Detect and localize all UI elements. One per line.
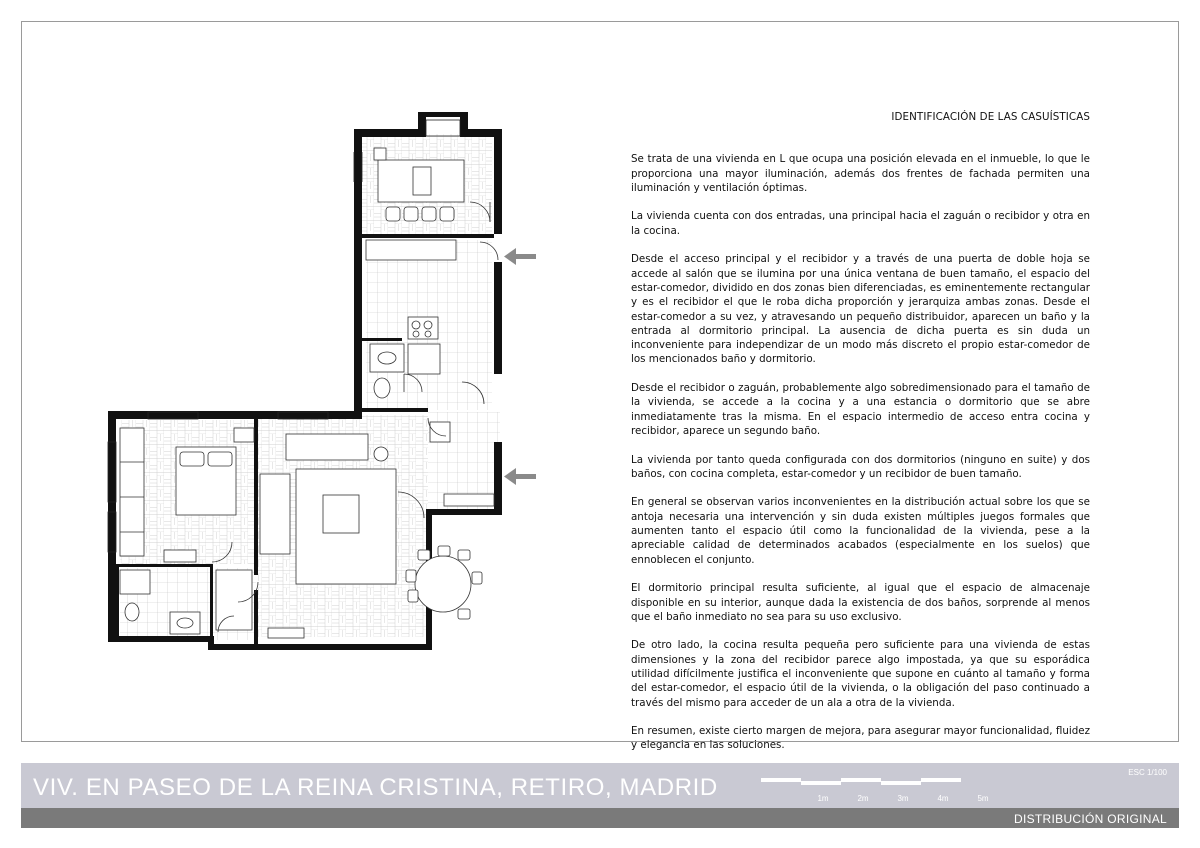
scale-tick-2m: 2m — [857, 794, 869, 803]
floor-plan — [108, 112, 518, 656]
paragraph-6: En general se observan varios inconvenientes en la distribución actual sobre los que se antoja necesaria una intervención y sin duda existen múltiples juegos formales que aumenten tanto el espacio útil como la funcionalidad de la vivienda, pese a la apreciable calidad de determinados acabados (especialmente en los suelos) que ennoblecen el conjunto. — [631, 496, 1090, 566]
project-title: VIV. EN PASEO DE LA REINA CRISTINA, RETIRO, MADRID — [33, 774, 718, 801]
description-panel — [631, 110, 1090, 767]
paragraph-7: El dormitorio principal resulta suficiente, al igual que el espacio de almacenaje disponible en su interior, aunque dada la existencia de dos baños, sorprende al menos que el baño inmediato no sea para su uso exclusivo. — [631, 582, 1090, 623]
paragraph-9: En resumen, existe cierto margen de mejora, para asegurar mayor funcionalidad, fluidez y elegancia en las soluciones. — [631, 725, 1090, 752]
paragraph-1: Se trata de una vivienda en L que ocupa una posición elevada en el inmueble, lo que le proporciona una mayor iluminación, además dos frentes de fachada permiten una iluminación y ventilación óptimas. — [631, 153, 1090, 194]
paragraph-3: Desde el acceso principal y el recibidor y a través de una puerta de doble hoja se accede al salón que se ilumina por una única ventana de buen tamaño, el espacio del estar-comedor, dividido en dos zonas bien diferenciadas, es eminentemente rectangular y es el recibidor el que le roba dicha proporción y jerarquiza ambas zonas. Desde el estar-comedor a su vez, y atravesando un pequeño distribuidor, aparecen un baño y la entrada al dormitorio principal. La ausencia de dicha puerta es sin duda un inconveniente para independizar de un modo más discreto el propio estar-comedor de los mencionados baño y dormitorio. — [631, 253, 1090, 366]
paragraph-5: La vivienda por tanto queda configurada con dos dormitorios (ninguno en suite) y dos baños, con cocina completa, estar-comedor y un recibidor de buen tamaño. — [631, 453, 1090, 480]
title-band — [21, 763, 1179, 808]
scale-tick-3m: 3m — [897, 794, 909, 803]
scale-bar-segments — [761, 778, 961, 785]
section-heading: IDENTIFICACIÓN DE LAS CASUÍSTICAS — [891, 111, 1090, 123]
sheet-label: DISTRIBUCIÓN ORIGINAL — [1014, 812, 1167, 826]
scale-label: ESC 1/100 — [1128, 768, 1167, 777]
paragraph-4: Desde el recibidor o zaguán, probablemente algo sobredimensionado para el tamaño de la vivienda, se accede a la cocina y a una estancia o dormitorio que se abre inmediatamente tras la misma. En el espacio intermedio de acceso entra cocina y recibidor, aparece un segundo baño. — [631, 382, 1090, 437]
sheet-bar — [21, 808, 1179, 828]
scale-tick-4m: 4m — [937, 794, 949, 803]
scale-tick-1m: 1m — [817, 794, 829, 803]
paragraph-2: La vivienda cuenta con dos entradas, una principal hacia el zaguán o recibidor y otra en la cocina. — [631, 210, 1090, 237]
scale-tick-5m: 5m — [977, 794, 989, 803]
paragraph-8: De otro lado, la cocina resulta pequeña pero suficiente para una vivienda de estas dimensiones y la zona del recibidor parece algo impostada, ya que su esporádica utilidad difícilmente justifica el inconveniente que supone en cuánto al tamaño y forma del estar-comedor, el espacio útil de la vivienda, o la obligación del paso continuado a través del mismo para acceder de un ala a otra de la vivienda. — [631, 639, 1090, 709]
scale-bar — [761, 777, 989, 807]
